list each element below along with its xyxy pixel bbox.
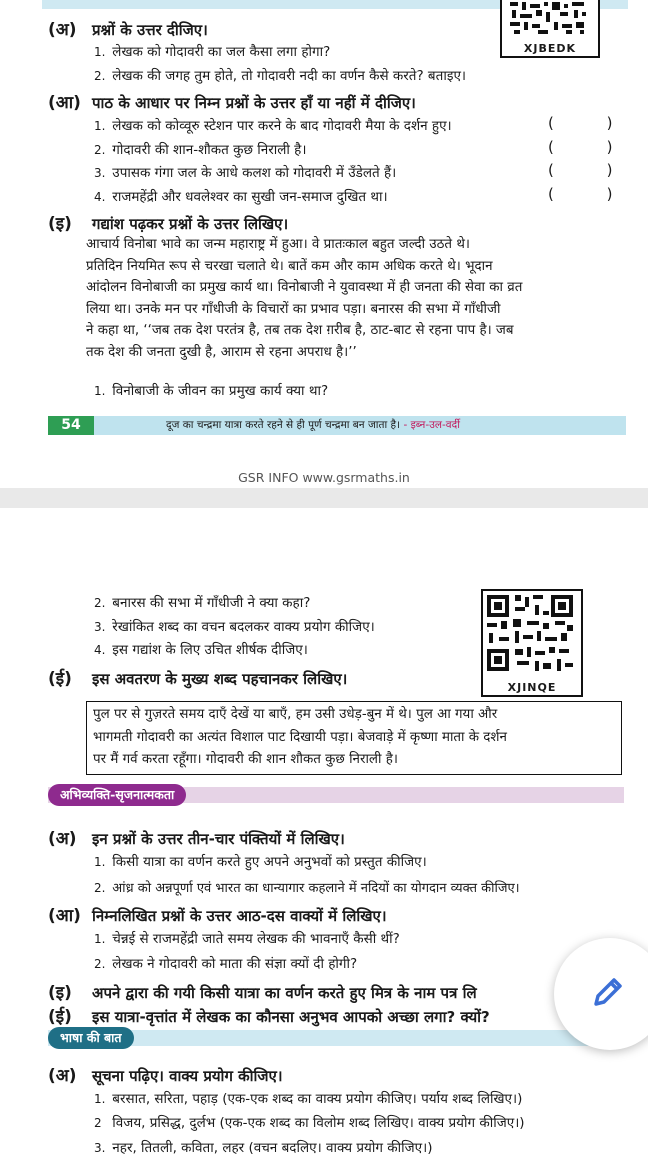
- heading-text: सूचना पढ़िए। वाक्य प्रयोग कीजिए।: [92, 1067, 283, 1085]
- section-a-heading: [48, 17, 208, 40]
- heading-text: निम्नलिखित प्रश्नों के उत्तर आठ-दस वाक्यों में लिखिए।: [92, 907, 387, 925]
- band-label: भाषा की बात: [48, 1027, 134, 1049]
- section-band-language: [48, 1027, 624, 1049]
- qr-code-1[interactable]: [500, 0, 600, 58]
- answer-bracket[interactable]: ( ): [548, 185, 637, 203]
- section-marker: (आ): [48, 93, 81, 113]
- excerpt-box: पुल पर से गुज़रते समय दाएँ देखें या बाएँ, हम उसी उधेड़-बुन में थे। पुल आ गया और भागमती गोदावरी का अत्यंत विशाल पाट दिखायी पड़ा। बेजवाड़े में कृष्णा माता के दर्शन पर मैं गर्व करता रहूँगा। गोदावरी की शान शौकत कुछ निराली है।: [86, 701, 622, 775]
- list-item: 2. आंध्र को अन्नपूर्णा एवं भारत का धान्यागार कहलाने में नदियों का योगदान व्यक्त कीजिए।: [94, 881, 520, 896]
- list-item: 2 विजय, प्रसिद्ध, दुर्लभ (एक-एक शब्द का विलोम शब्द लिखिए। वाक्य प्रयोग कीजिए।): [94, 1115, 525, 1131]
- list-item: 1. लेखक को गोदावरी का जल कैसा लगा होगा?: [94, 44, 331, 60]
- list-item: 3. रेखांकित शब्द का वचन बदलकर वाक्य प्रयोग कीजिए।: [94, 619, 375, 635]
- section-ii-heading: [48, 666, 347, 689]
- quote-author: - इब्न-उल-वर्दी: [403, 419, 460, 431]
- page-number: 54: [48, 416, 94, 435]
- passage-paragraph: आचार्य विनोबा भावे का जन्म महाराष्ट्र में हुआ। वे प्रातःकाल बहुत जल्दी उठते थे। प्रतिदिन नियमित रूप से चरखा चलाते थे। बातें कम और काम अधिक करते थे। भूदान आंदोलन विनोबाजी का प्रमुख कार्य था। विनोबाजी ने युवावस्था में ही जनता की सेवा का व्रत लिया था। उनके मन पर गाँधीजी के विचारों का प्रभाव पड़ा। बनारस की सभा में गाँधीजी ने कहा था, ‘‘जब तक देश परतंत्र है, तब तक देश ग़रीब है, ठाट-बाट से रहना पाप है। जब तक देश की जनता दुखी है, आराम से रहना अपराध है।’’: [86, 237, 523, 360]
- band-label: अभिव्यक्ति-सृजनात्मकता: [48, 784, 186, 806]
- language-a-heading: [48, 1063, 283, 1086]
- section-marker: (ई): [48, 669, 72, 689]
- watermark-text: GSR INFO www.gsrmaths.in: [238, 470, 410, 485]
- section-marker: (इ): [48, 214, 72, 234]
- qr-pattern-icon: [502, 0, 594, 38]
- section-marker: (ई): [48, 1007, 72, 1027]
- section-aa-heading: [48, 90, 416, 113]
- list-item: 1. विनोबाजी के जीवन का प्रमुख कार्य क्या था?: [94, 383, 329, 399]
- heading-text: अपने द्वारा की गयी किसी यात्रा का वर्णन करते हुए मित्र के नाम पत्र लि: [92, 984, 477, 1002]
- list-item: 2. गोदावरी की शान-शौकत कुछ निराली है।: [94, 142, 307, 158]
- list-item: 1. किसी यात्रा का वर्णन करते हुए अपने अनुभवों को प्रस्तुत कीजिए।: [94, 854, 427, 870]
- list-item: 1. बरसात, सरिता, पहाड़ (एक-एक शब्द का वाक्य प्रयोग कीजिए। पर्याय शब्द लिखिए।): [94, 1091, 523, 1107]
- page-55: [0, 508, 648, 1166]
- section-marker: (अ): [48, 829, 77, 849]
- heading-text: इस यात्रा-वृत्तांत में लेखक का कौनसा अनुभव आपको अच्छा लगा? क्यों?: [92, 1008, 490, 1026]
- list-item: 2. लेखक ने गोदावरी को माता की संज्ञा क्यों दी होगी?: [94, 956, 358, 972]
- list-item: 2. बनारस की सभा में गाँधीजी ने क्या कहा?: [94, 595, 311, 611]
- heading-text: प्रश्नों के उत्तर दीजिए।: [92, 21, 208, 39]
- section-marker: (आ): [48, 906, 81, 926]
- footer-quote: दूज का चन्द्रमा यात्रा करते रहने से ही पूर्ण चन्द्रमा बन जाता है। - इब्न-उल-वर्दी: [166, 419, 460, 431]
- list-item: 1. लेखक को कोव्वूरु स्टेशन पार करने के बाद गोदावरी मैया के दर्शन हुए।: [94, 118, 452, 134]
- list-item: 4. राजमहेंद्री और धवलेश्वर का सुखी जन-समाज दुखित था।: [94, 189, 388, 205]
- page-separator: [0, 488, 648, 508]
- heading-text: पाठ के आधार पर निम्न प्रश्नों के उत्तर हाँ या नहीं में दीजिए।: [92, 94, 416, 112]
- section-i-heading: [48, 211, 288, 234]
- answer-bracket[interactable]: ( ): [548, 114, 637, 132]
- section-marker: (अ): [48, 1066, 77, 1086]
- qr-code-label: XJINQE: [507, 681, 557, 694]
- qr-code-label: XJBEDK: [523, 42, 577, 55]
- band-background: [48, 1030, 624, 1046]
- list-item: 2. लेखक की जगह तुम होते, तो गोदावरी नदी का वर्णन कैसे करते? बताइए।: [94, 68, 467, 84]
- answer-bracket[interactable]: ( ): [548, 161, 637, 179]
- section-marker: (अ): [48, 20, 77, 40]
- list-item: 3. उपासक गंगा जल के आधे कलश को गोदावरी में उँडेलते हैं।: [94, 165, 397, 181]
- list-item: 3. नहर, तितली, कविता, लहर (वचन बदलिए। वाक्य प्रयोग कीजिए।): [94, 1140, 433, 1156]
- heading-text: गद्यांश पढ़कर प्रश्नों के उत्तर लिखिए।: [92, 215, 289, 233]
- qr-code-2[interactable]: [481, 589, 583, 697]
- heading-text: इस अवतरण के मुख्य शब्द पहचानकर लिखिए।: [92, 670, 348, 688]
- list-item: 1. चेन्नई से राजमहेंद्री जाते समय लेखक की भावनाएँ कैसी थीं?: [94, 931, 400, 947]
- heading-text: इन प्रश्नों के उत्तर तीन-चार पंक्तियों में लिखिए।: [92, 830, 345, 848]
- answer-bracket[interactable]: ( ): [548, 138, 637, 156]
- section-marker: (इ): [48, 983, 72, 1003]
- expression-aa-heading: [48, 903, 387, 926]
- expression-ii-heading: [48, 1004, 490, 1027]
- page-54: [0, 0, 648, 488]
- pencil-icon: [588, 972, 628, 1012]
- expression-a-heading: [48, 826, 345, 849]
- list-item: 4. इस गद्यांश के लिए उचित शीर्षक दीजिए।: [94, 642, 308, 658]
- qr-pattern-icon: [483, 591, 577, 675]
- expression-i-heading: [48, 980, 477, 1003]
- section-band-expression: [48, 784, 624, 806]
